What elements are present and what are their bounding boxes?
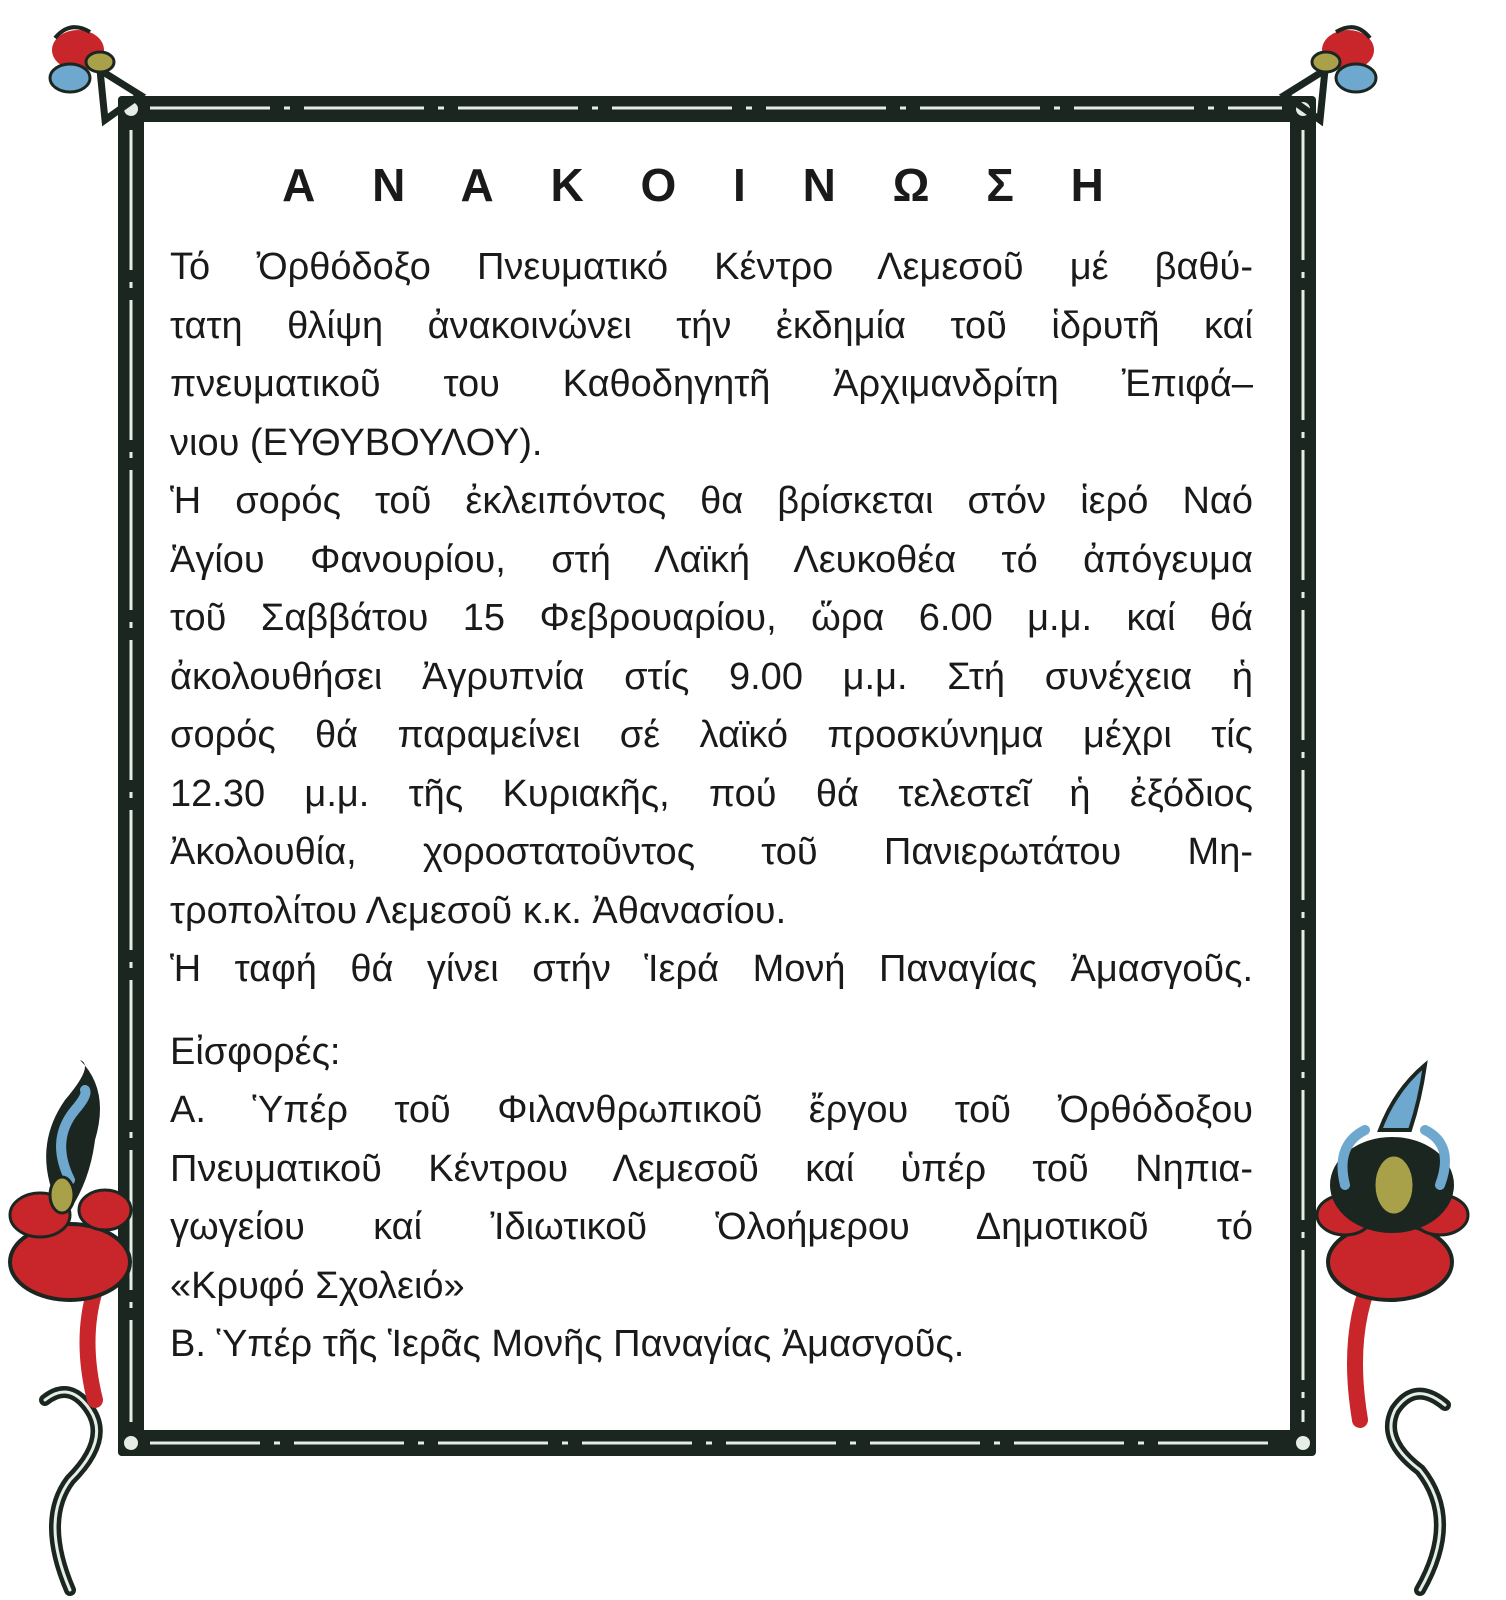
announcement-panel — [150, 128, 1308, 1440]
top-right-floral-icon — [1285, 27, 1376, 120]
body-line: πνευματικοῦ του Καθοδηγητῆ Ἀρχιμανδρίτη Ἐπιφά– — [170, 363, 1253, 405]
announcement-title: Α Ν Α Κ Ο Ι Ν Ω Σ Η — [282, 159, 1126, 211]
contribution-a-line: Πνευματικοῦ Κέντρου Λεμεσοῦ καί ὑπέρ τοῦ Νηπια- — [170, 1147, 1253, 1190]
contributions-heading: Εἰσφορές: — [170, 1030, 341, 1073]
body-line: τοῦ Σαββάτου 15 Φεβρουαρίου, ὥρα 6.00 μ.μ. καί θά — [170, 597, 1253, 639]
body-line: σορός θά παραμείνει σέ λαϊκό προσκύνημα μέχρι τίς — [170, 714, 1253, 756]
body-line: 12.30 μ.μ. τῆς Κυριακῆς, πού θά τελεστεῖ ἡ ἐξόδιος — [170, 772, 1253, 815]
paragraph-gap — [170, 999, 1253, 1023]
body-line: Ἁγίου Φανουρίου, στή Λαϊκή Λευκοθέα τό ἀπόγευμα — [170, 538, 1253, 581]
burial-line: Ἡ ταφή θά γίνει στήν Ἱερά Μονή Παναγίας Ἀμασγοῦς. — [170, 948, 1253, 990]
contribution-a-line: Α. Ὑπέρ τοῦ Φιλανθρωπικοῦ ἔργου τοῦ Ὀρθόδοξου — [170, 1089, 1253, 1131]
body-line: Ἀκολουθία, χοροστατοῦντος τοῦ Πανιερωτάτου Μη- — [170, 831, 1253, 873]
body-line: ἀκολουθήσει Ἀγρυπνία στίς 9.00 μ.μ. Στή συνέχεια ἡ — [170, 655, 1253, 698]
body-line: νιου (ΕΥΘΥΒΟΥΛΟΥ). — [170, 421, 543, 464]
contribution-a-line: γωγείου καί Ἰδιωτικοῦ Ὁλοήμερου Δημοτικοῦ τό — [170, 1206, 1253, 1248]
bottom-left-floral-scroll-icon — [10, 1060, 131, 1590]
top-left-floral-icon — [50, 27, 140, 120]
bottom-right-floral-scroll-icon — [1317, 1065, 1468, 1590]
body-line: τροπολίτου Λεμεσοῦ κ.κ. Ἀθανασίου. — [170, 889, 787, 932]
body-line: Ἡ σορός τοῦ ἐκλειπόντος θα βρίσκεται στόν ἱερό Ναό — [170, 480, 1253, 522]
body-line: τατη θλίψη ἀνακοινώνει τήν ἐκδημία τοῦ ἱδρυτῆ καί — [170, 304, 1253, 347]
contribution-b-line: Β. Ὑπέρ τῆς Ἱερᾶς Μονῆς Παναγίας Ἀμασγοῦς. — [170, 1323, 965, 1365]
body-line: Τό Ὀρθόδοξο Πνευματικό Κέντρο Λεμεσοῦ μέ βαθύ- — [170, 246, 1253, 288]
contribution-a-line: «Κρυφό Σχολειό» — [170, 1264, 465, 1307]
announcement-body — [170, 238, 1253, 1374]
